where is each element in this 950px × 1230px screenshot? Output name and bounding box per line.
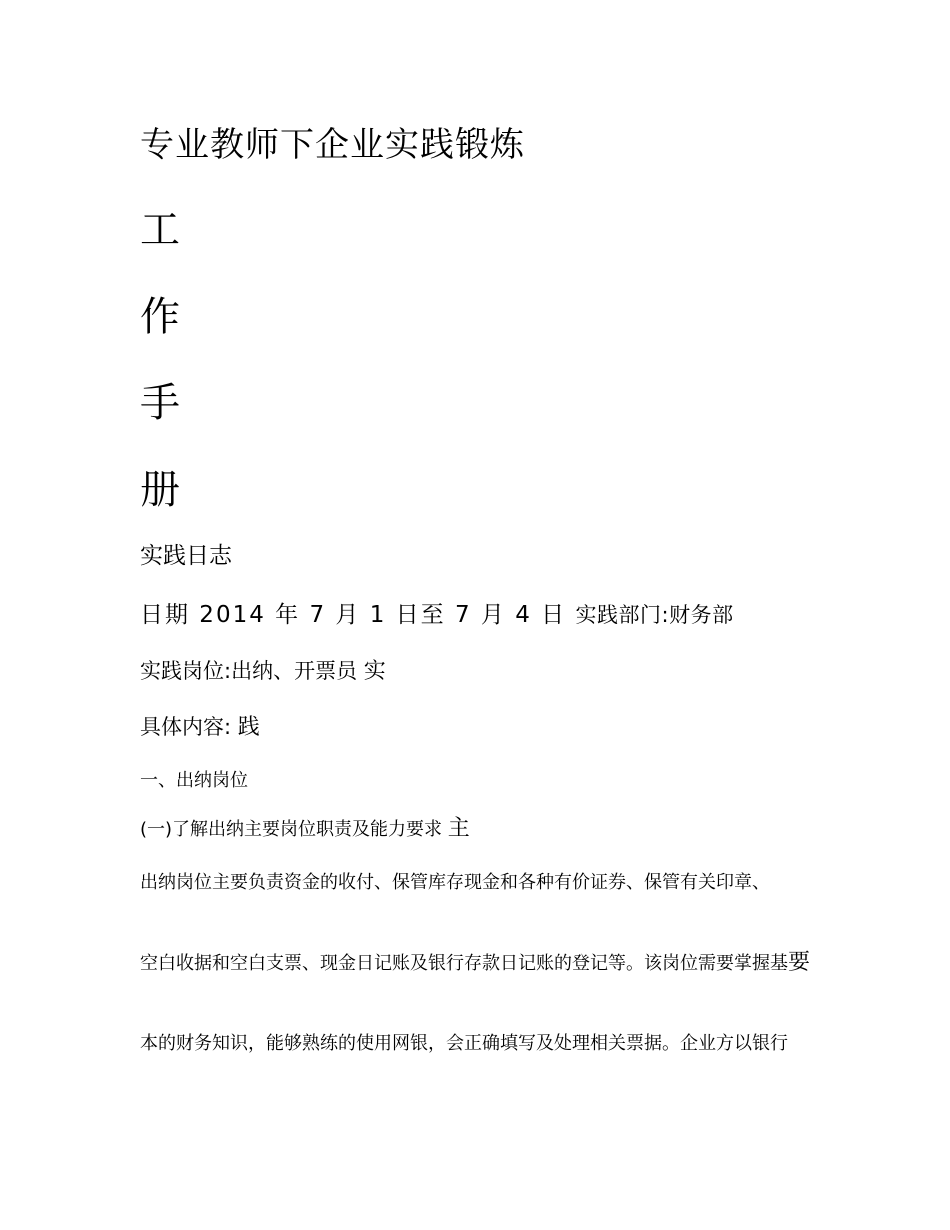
paragraph-2-text: 空白收据和空白支票、现金日记账及银行存款日记账的登记等。该岗位需要掌握基 (140, 953, 788, 974)
practice-post: 实践岗位:出纳、开票员 (140, 659, 358, 683)
section-heading-2 (140, 818, 470, 840)
section-subtitle: 实践日志 (140, 543, 232, 569)
section-heading-1: 一、出纳岗位 (140, 770, 248, 791)
paragraph-2 (140, 949, 820, 977)
vertical-title-char-3: 手 (140, 380, 180, 426)
paragraph-1: 出纳岗位主要负责资金的收付、保管库存现金和各种有价证券、保管有关印章、 (140, 872, 770, 893)
practice-post-line (140, 661, 386, 683)
content-label: 具体内容: (140, 715, 232, 739)
date-line (140, 604, 734, 627)
content-tail: 践 (237, 715, 260, 740)
content-line (140, 717, 260, 739)
section-heading-2-text: (一)了解出纳主要岗位职责及能力要求 (140, 819, 443, 840)
practice-post-tail: 实 (363, 659, 386, 684)
date-range: 日期 2014 年 7 月 1 日至 7 月 4 日 (140, 602, 567, 628)
vertical-title-char-2: 作 (140, 294, 180, 340)
vertical-title-char-1: 工 (140, 207, 180, 253)
paragraph-3: 本的财务知识，能够熟练的使用网银，会正确填写及处理相关票据。企业方以银行 (140, 1033, 788, 1054)
document-title: 专业教师下企业实践锻炼 (140, 125, 525, 165)
vertical-title-char-4: 册 (140, 467, 180, 513)
paragraph-2-tail: 要 (788, 950, 811, 975)
practice-department: 实践部门:财务部 (575, 603, 734, 627)
section-heading-2-tail: 主 (447, 816, 470, 841)
